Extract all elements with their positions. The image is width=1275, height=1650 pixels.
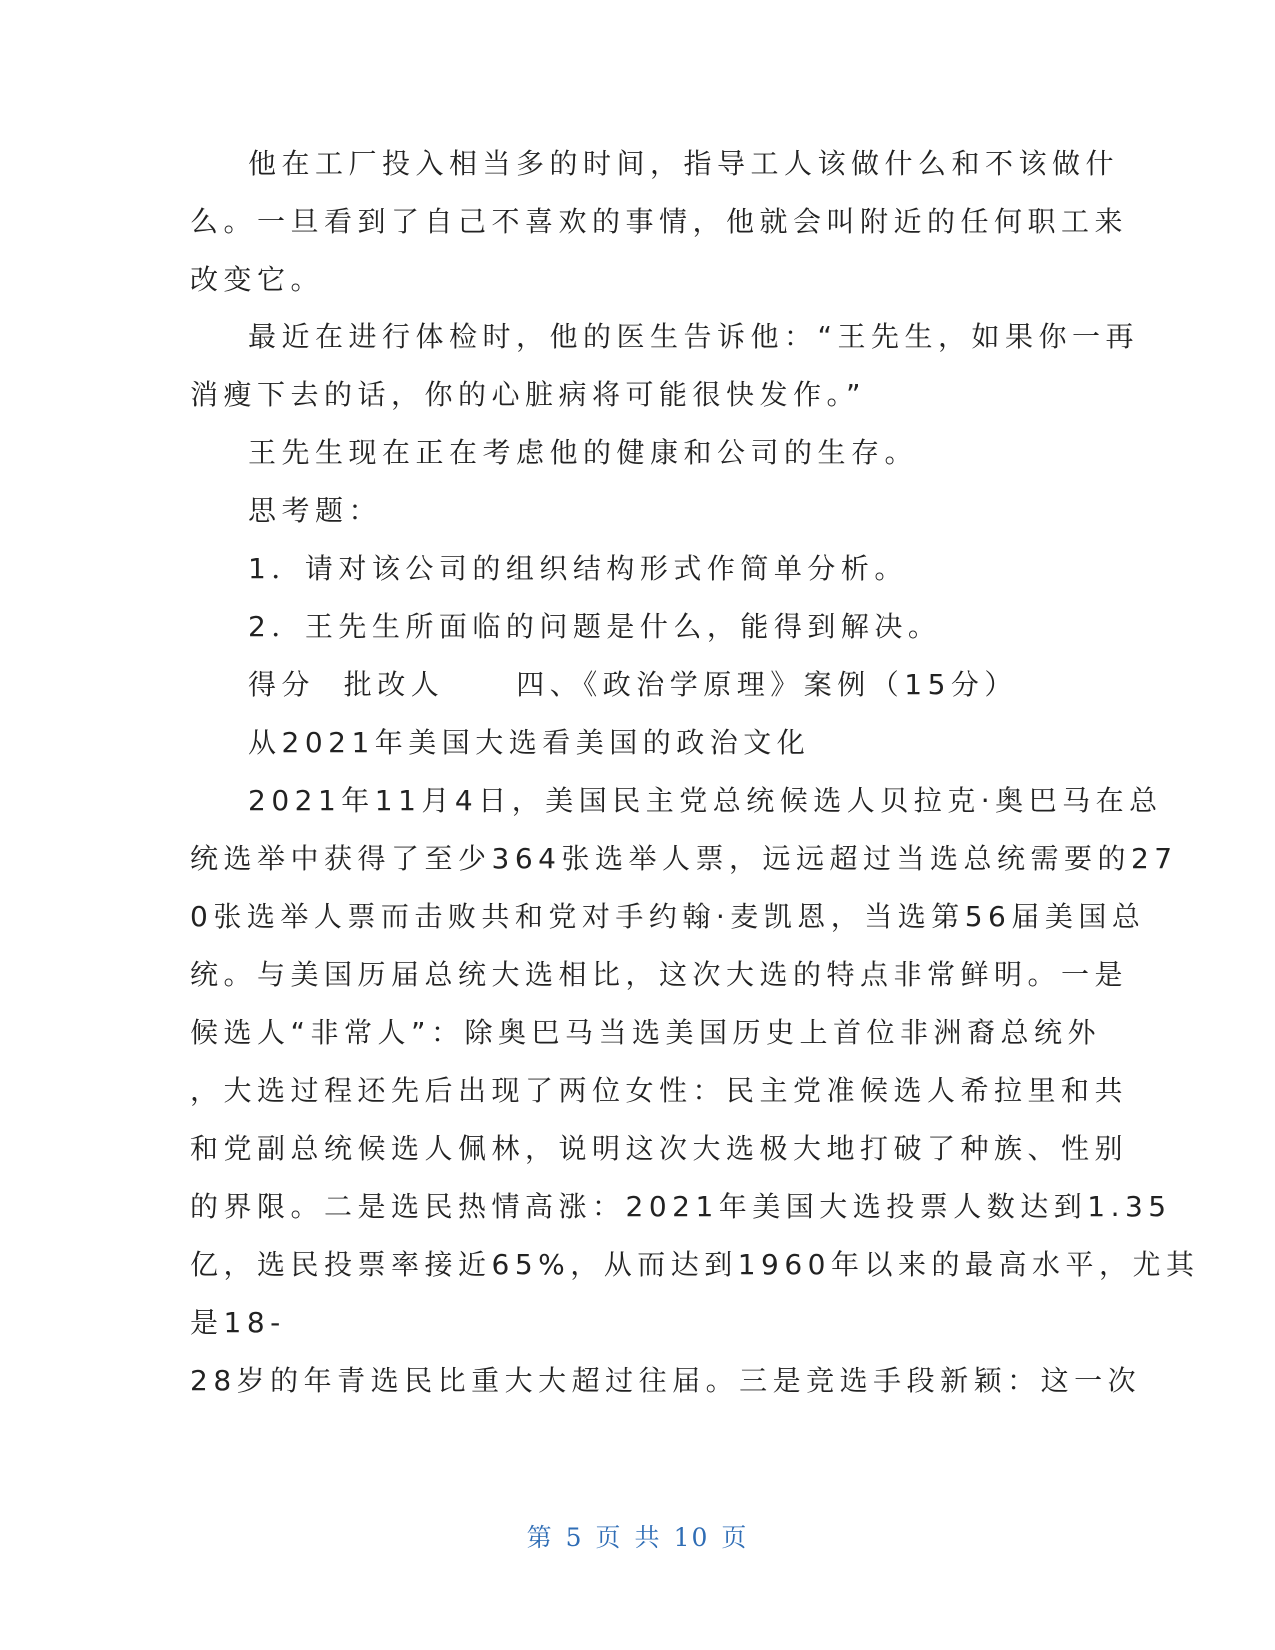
total-pages-number: 10 bbox=[673, 1523, 710, 1552]
text-line: 王先生现在正在考虑他的健康和公司的生存。 bbox=[248, 436, 919, 469]
text-line: 0张选举人票而击败共和党对手约翰·麦凯恩，当选第56届美国总 bbox=[190, 900, 1146, 933]
text-line: 和党副总统候选人佩林，说明这次大选极大地打破了种族、性别 bbox=[190, 1132, 1129, 1165]
current-page-number: 5 bbox=[565, 1523, 584, 1552]
text-line: 统选举中获得了至少364张选举人票，远远超过当选总统需要的27 bbox=[190, 842, 1178, 875]
text-line: 他在工厂投入相当多的时间，指导工人该做什么和不该做什 bbox=[248, 147, 1120, 180]
text-line: 消瘦下去的话，你的心脏病将可能很快发作。” bbox=[190, 378, 867, 411]
text-line: 改变它。 bbox=[190, 263, 325, 296]
section-heading: 思考题： bbox=[248, 494, 383, 527]
text-line: 28岁的年青选民比重大大超过往届。三是竞选手段新颖：这一次 bbox=[190, 1364, 1142, 1397]
text-line: 2021年11月4日，美国民主党总统候选人贝拉克·奥巴马在总 bbox=[248, 784, 1163, 817]
question-item: 2．王先生所面临的问题是什么，能得到解决。 bbox=[248, 610, 942, 643]
text-line: 么。一旦看到了自己不喜欢的事情，他就会叫附近的任何职工来 bbox=[190, 205, 1129, 238]
score-header: 得分 批改人 四、《政治学原理》案例（15分） bbox=[248, 668, 1018, 701]
text-line: 统。与美国历届总统大选相比，这次大选的特点非常鲜明。一是 bbox=[190, 958, 1129, 991]
text-line: 是18- bbox=[190, 1306, 286, 1339]
footer-word-ye: 页 bbox=[595, 1523, 623, 1552]
page-footer bbox=[0, 1518, 1275, 1554]
footer-word-gong: 共 bbox=[634, 1523, 662, 1552]
text-line: 候选人“非常人”：除奥巴马当选美国历史上首位非洲裔总统外 bbox=[190, 1016, 1102, 1049]
text-line: ，大选过程还先后出现了两位女性：民主党准候选人希拉里和共 bbox=[190, 1074, 1129, 1107]
question-item: 1．请对该公司的组织结构形式作简单分析。 bbox=[248, 552, 908, 585]
text-line: 最近在进行体检时，他的医生告诉他：“王先生，如果你一再 bbox=[248, 320, 1140, 353]
text-line: 亿，选民投票率接近65%，从而达到1960年以来的最高水平，尤其 bbox=[190, 1248, 1200, 1281]
case-title: 从2021年美国大选看美国的政治文化 bbox=[248, 726, 811, 759]
footer-word-ye2: 页 bbox=[721, 1523, 749, 1552]
text-line: 的界限。二是选民热情高涨：2021年美国大选投票人数达到1.35 bbox=[190, 1190, 1172, 1223]
footer-word-di: 第 bbox=[526, 1523, 554, 1552]
